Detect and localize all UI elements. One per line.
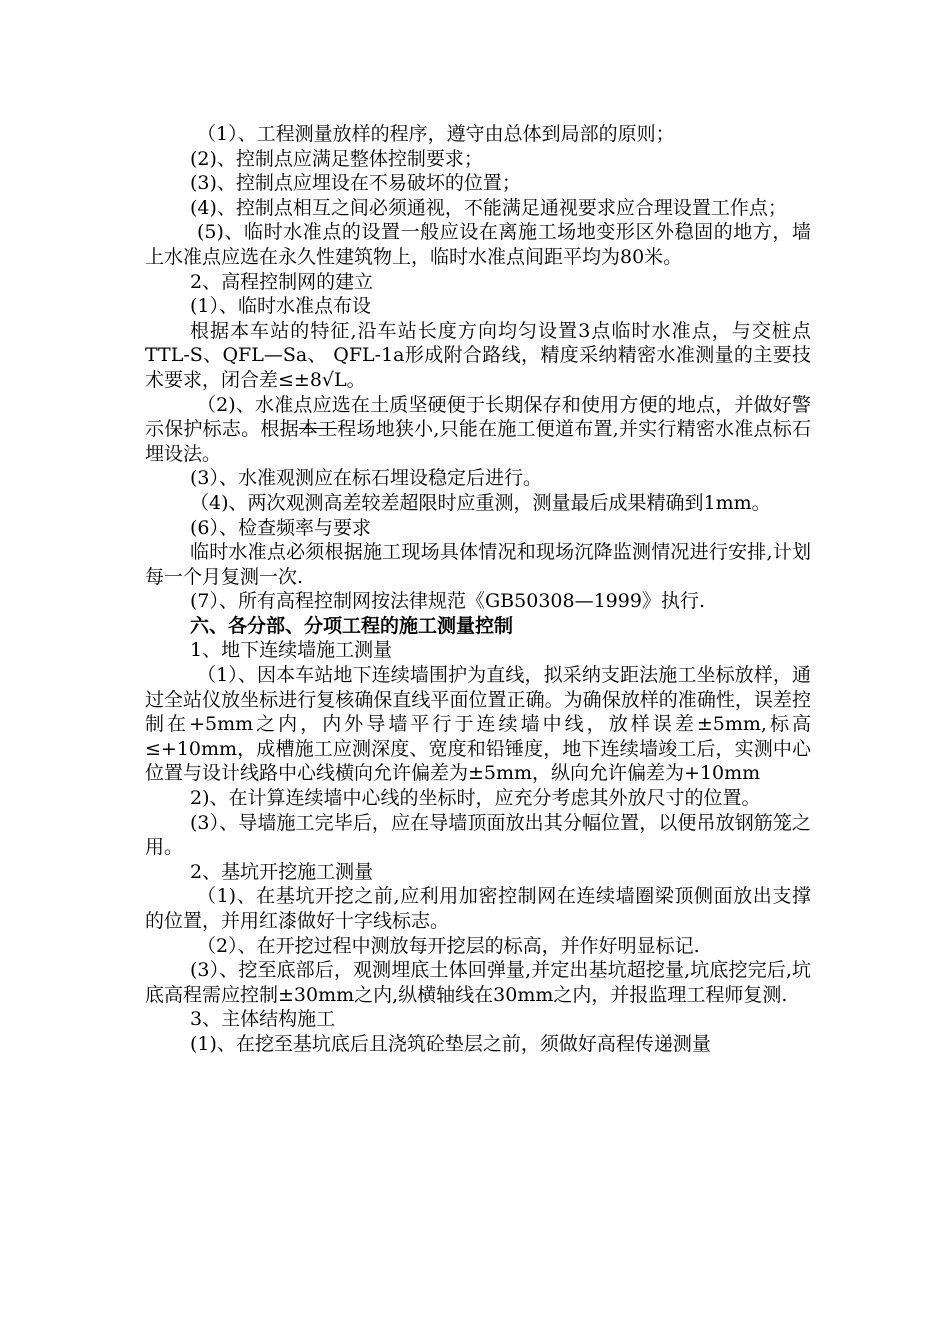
paragraph-temp-benchmark: (5)、临时水准点的设置一般应设在离施工场地变形区外稳固的地方，墙上水准点应选在永久性建筑物上，临时水准点间距平均为80米。 xyxy=(145,221,811,268)
paragraph-guide-wall: (3）、导墙施工完毕后，应在导墙顶面放出其分幅位置，以便吊放钢筋笼之用。 xyxy=(145,811,811,859)
heading-temp-benchmark-layout: (1）、临时水准点布设 xyxy=(190,295,372,318)
benchmark-site-text: （2)、水准点应选在土质坚硬便于长期保存和使用方便的地点，并做好警示保护标志。根据 xyxy=(145,393,811,441)
struck-text: 本工 xyxy=(298,418,338,441)
benchmark-site-text-cont: 程场地狭小,只能在施工便道布置,并实行精密水准点标石埋设法。 xyxy=(145,418,811,465)
paragraph-control-requirement: (2)、控制点应满足整体控制要求； xyxy=(190,147,483,170)
paragraph-excavation-support: （1)、在基坑开挖之前,应利用加密控制网在连续墙圈梁顶侧面放出支撑的位置，并用红漆做好十字线标志。 xyxy=(145,885,811,932)
paragraph-excavation-bottom: (3）、挖至底部后，观测埋底土体回弹量,并定出基坑超挖量,坑底挖完后,坑底高程需应控制±30mm之内,纵横轴线在30mm之内，并报监理工程师复测. xyxy=(145,959,811,1006)
paragraph-standard: (7）、所有高程控制网按法律规范《GB50308—1999》执行. xyxy=(190,590,705,613)
paragraph-observation-timing: (3）、水准观测应在标石埋设稳定后进行。 xyxy=(190,467,543,490)
paragraph-diaphragm-wall-layout: （1）、因本车站地下连续墙围护为直线，拟采纳支距法施工坐标放样，通过全站仪放坐标进行复核确保直线平面位置正确。为确保放样的准确性，误差控制在+5mm之内，内外导墙平行于连续墙中线，放样误差±5mm,标高≤+10mm，成槽施工应测深度、宽度和铅锤度，地下连续墙竣工后，实测中心位置与设计线路中心线横向允许偏差为±5mm，纵向允许偏差为+10mm xyxy=(145,664,811,785)
heading-excavation: 2、基坑开挖施工测量 xyxy=(190,860,374,883)
paragraph-main-structure: (1)、在挖至基坑底后且浇筑砼垫层之前，须做好高程传递测量 xyxy=(190,1032,711,1055)
paragraph-benchmark-site xyxy=(145,393,811,467)
paragraph-intervisibility: (4)、控制点相互之间必须通视，不能满足通视要求应合理设置工作点； xyxy=(190,196,787,219)
heading-check-frequency: (6）、检查频率与要求 xyxy=(190,516,372,539)
paragraph-check-frequency: 临时水准点必须根据施工现场具体情况和现场沉降监测情况进行安排,计划每一个月复测一次. xyxy=(145,541,811,588)
paragraph-wall-centerline: 2)、在计算连续墙中心线的坐标时，应充分考虑其外放尺寸的位置。 xyxy=(190,787,761,810)
heading-main-structure: 3、主体结构施工 xyxy=(190,1008,336,1031)
section-heading-measurement-control: 六、各分部、分项工程的施工测量控制 xyxy=(190,614,514,637)
heading-diaphragm-wall: 1、地下连续墙施工测量 xyxy=(190,639,393,662)
paragraph-excavation-levels: （2）、在开挖过程中测放每开挖层的标高，并作好明显标记. xyxy=(197,934,700,957)
heading-elevation-network: 2、高程控制网的建立 xyxy=(190,270,374,293)
paragraph-control-location: (3)、控制点应埋设在不易破坏的位置； xyxy=(190,172,521,195)
paragraph-remeasure: （4)、两次观测高差较差超限时应重测，测量最后成果精确到1mm。 xyxy=(190,491,771,514)
paragraph-survey-procedure: （1）、工程测量放样的程序，遵守由总体到局部的原则； xyxy=(197,123,675,145)
paragraph-benchmark-layout: 根据本车站的特征,沿车站长度方向均匀设置3点临时水准点，与交桩点TTL-S、QFL—Sa、 QFL-1a形成附合路线，精度采纳精密水准测量的主要技术要求，闭合差≤±8√L。 xyxy=(145,319,811,391)
document-body xyxy=(145,122,811,1057)
